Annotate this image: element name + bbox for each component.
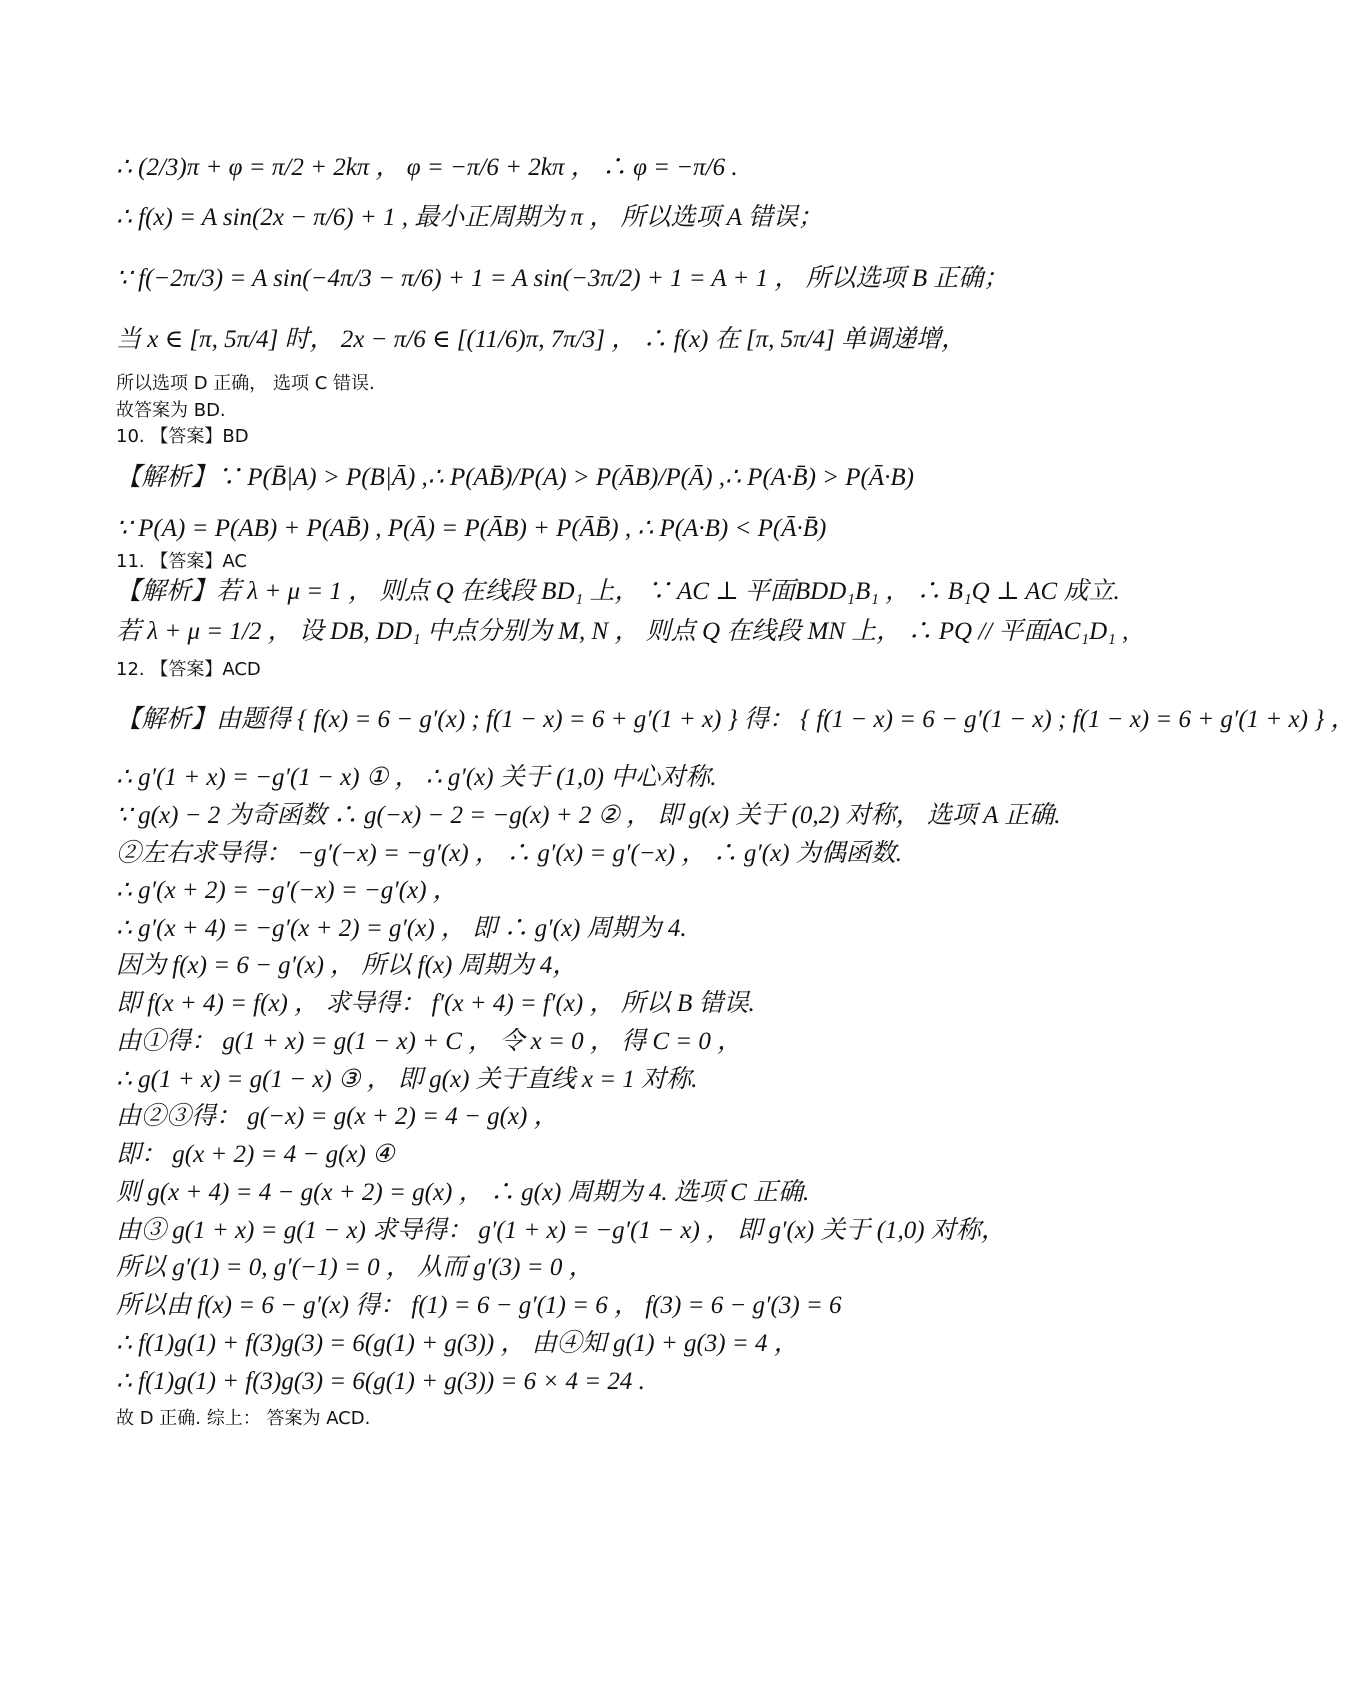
text-line: 故 D 正确. 综上： 答案为 ACD. — [116, 1408, 371, 1429]
text-line: ∵ P(A) = P(AB) + P(AB̄) , P(Ā) = P(ĀB) + P(ĀB̄) , ∴ P(A·B) < P(Ā·B̄) — [116, 515, 827, 542]
text-line: ∵ g(x) − 2 为奇函数 ∴ g(−x) − 2 = −g(x) + 2 ② ， 即 g(x) 关于 (0,2) 对称， 选项 A 正确. — [116, 802, 1061, 829]
text-line: ∴ f(1)g(1) + f(3)g(3) = 6(g(1) + g(3)) = 6 × 4 = 24 . — [116, 1368, 645, 1395]
text-line: ∴ g′(x + 2) = −g′(−x) = −g′(x) ， — [116, 877, 458, 904]
text-line: ∴ g′(1 + x) = −g′(1 − x) ① ， ∴ g′(x) 关于 (1,0) 中心对称. — [116, 764, 717, 791]
text-line: 【解析】若 λ + μ = 1 ， 则点 Q 在线段 BD₁ 上， ∵ AC ⊥ 平面BDD₁B₁ ， ∴ B₁Q ⊥ AC 成立. — [116, 578, 1120, 605]
text-line: ∴ f(1)g(1) + f(3)g(3) = 6(g(1) + g(3)) ， 由④知 g(1) + g(3) = 4 ， — [116, 1330, 799, 1357]
text-line: 故答案为 BD. — [116, 400, 226, 421]
answer-heading: 12. 【答案】ACD — [116, 659, 261, 680]
answer-heading: 11. 【答案】AC — [116, 551, 247, 572]
text-line: 若 λ + μ = 1/2 ， 设 DB, DD₁ 中点分别为 M, N ， 则点 Q 在线段 MN 上， ∴ PQ // 平面AC₁D₁ , — [116, 618, 1129, 645]
text-line: ∴ f(x) = A sin(2x − π/6) + 1 , 最小正周期为 π ， 所以选项 A 错误； — [116, 204, 823, 231]
text-line: 因为 f(x) = 6 − g′(x) ， 所以 f(x) 周期为 4， — [116, 952, 578, 979]
text-line: 由①得： g(1 + x) = g(1 − x) + C ， 令 x = 0 ， 得 C = 0 ， — [116, 1028, 743, 1055]
text-line: ②左右求导得： −g′(−x) = −g′(x) ， ∴ g′(x) = g′(−x) ， ∴ g′(x) 为偶函数. — [116, 840, 903, 867]
text-line: 由②③得： g(−x) = g(x + 2) = 4 − g(x) ， — [116, 1103, 559, 1130]
text-line: 即： g(x + 2) = 4 − g(x) ④ — [116, 1141, 395, 1168]
text-line: 所以选项 D 正确， 选项 C 错误. — [116, 373, 375, 394]
text-line: 当 x ∈ [π, 5π/4] 时， 2x − π/6 ∈ [(11/6)π, 7π/3] ， ∴ f(x) 在 [π, 5π/4] 单调递增， — [116, 326, 967, 353]
text-line: 所以由 f(x) = 6 − g′(x) 得： f(1) = 6 − g′(1) = 6 ， f(3) = 6 − g′(3) = 6 — [116, 1292, 842, 1319]
text-line: ∴ (2/3)π + φ = π/2 + 2kπ ， φ = −π/6 + 2kπ ， ∴ φ = −π/6 . — [116, 154, 738, 181]
text-line: 【解析】由题得 { f(x) = 6 − g′(x) ; f(1 − x) = 6 + g′(1 + x) } 得： { f(1 − x) = 6 − g′(1 − x) ; f(1 − x) = 6 + g′(1 + x) } ， — [116, 706, 1355, 733]
text-line: 则 g(x + 4) = 4 − g(x + 2) = g(x) ， ∴ g(x) 周期为 4. 选项 C 正确. — [116, 1179, 810, 1206]
text-line: 【解析】∵ P(B̄|A) > P(B|Ā) ,∴ P(AB̄)/P(A) > P(ĀB)/P(Ā) ,∴ P(A·B̄) > P(Ā·B) — [116, 464, 914, 491]
text-line: 所以 g′(1) = 0, g′(−1) = 0 ， 从而 g′(3) = 0 ， — [116, 1254, 594, 1281]
text-line: 即 f(x + 4) = f(x) ， 求导得： f′(x + 4) = f′(x) ， 所以 B 错误. — [116, 990, 755, 1017]
text-line: ∵ f(−2π/3) = A sin(−4π/3 − π/6) + 1 = A sin(−3π/2) + 1 = A + 1 ， 所以选项 B 正确； — [116, 265, 1009, 292]
text-line: ∴ g′(x + 4) = −g′(x + 2) = g′(x) ， 即 ∴ g′(x) 周期为 4. — [116, 915, 687, 942]
text-line: ∴ g(1 + x) = g(1 − x) ③ ， 即 g(x) 关于直线 x = 1 对称. — [116, 1066, 698, 1093]
text-line: 由③ g(1 + x) = g(1 − x) 求导得： g′(1 + x) = −g′(1 − x) ， 即 g′(x) 关于 (1,0) 对称， — [116, 1217, 1006, 1244]
answer-heading: 10. 【答案】BD — [116, 426, 249, 447]
